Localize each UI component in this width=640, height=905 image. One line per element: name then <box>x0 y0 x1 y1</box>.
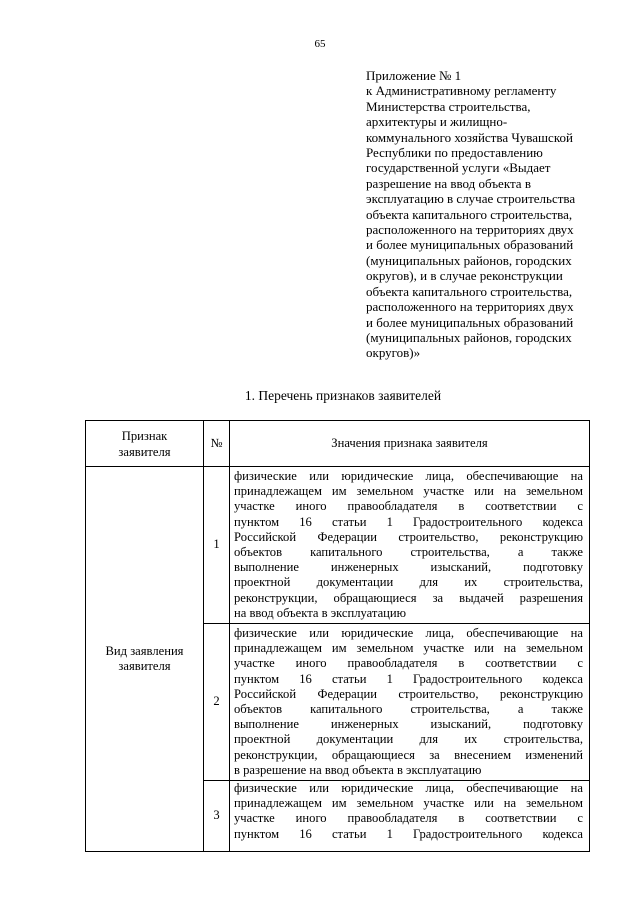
header-feature-line: заявителя <box>118 444 171 459</box>
appendix-line: округов)» <box>366 345 421 361</box>
header-number: № <box>204 421 230 467</box>
value-line: объектов капитального строительства, а также <box>234 702 583 716</box>
appendix-line: коммунального хозяйства Чувашской <box>366 129 573 145</box>
appendix-line: разрешение на ввод объекта в <box>366 175 531 191</box>
appendix-line: и более муниципальных образований <box>366 237 574 253</box>
header-feature <box>86 421 204 467</box>
appendix-line: Республики по предоставлению <box>366 145 543 161</box>
value-line: физические или юридические лица, обеспечивающие на <box>234 625 583 640</box>
value-line: принадлежащем им земельном участке или на земельном <box>234 641 583 656</box>
value-line: выполнение инженерных изысканий, подготовку <box>234 717 583 732</box>
appendix-line: (муниципальных районов, городских <box>366 252 572 268</box>
value-line: реконструкции, обращающиеся за выдачей разрешения <box>234 590 583 605</box>
appendix-line: Министерства строительства, <box>366 98 531 114</box>
value-line: пунктом 16 статьи 1 Градостроительного кодекса <box>234 826 583 841</box>
appendix-line: к Административному регламенту <box>366 83 557 99</box>
table-header-row <box>86 421 590 467</box>
row-number: 1 <box>204 467 230 624</box>
table-row <box>86 467 590 624</box>
appendix-line: (муниципальных районов, городских <box>366 329 572 345</box>
value-line: физические или юридические лица, обеспечивающие на <box>234 468 583 483</box>
value-line: пунктом 16 статьи 1 Градостроительного кодекса <box>234 671 583 686</box>
appendix-line: государственной услуги «Выдает <box>366 160 551 176</box>
value-line: пунктом 16 статьи 1 Градостроительного кодекса <box>234 514 583 529</box>
value-line: Российской Федерации строительство, реконструкцию <box>234 529 583 544</box>
value-line: проектной документации для их строительства, <box>234 732 583 747</box>
appendix-line: объекта капитального строительства, <box>366 283 573 299</box>
value-line: физические или юридические лица, обеспечивающие на <box>234 781 583 795</box>
value-line: выполнение инженерных изысканий, подготовку <box>234 560 583 575</box>
value-line: объектов капитального строительства, а также <box>234 545 583 559</box>
value-line: участке иного правообладателя в соответствии с <box>234 811 583 826</box>
appendix-line: объекта капитального строительства, <box>366 206 573 222</box>
appendix-line: Приложение № 1 <box>366 68 462 83</box>
value-line: реконструкции, обращающиеся за внесением изменений <box>234 747 583 762</box>
value-line: принадлежащем им земельном участке или на земельном <box>234 796 583 811</box>
feature-line: заявителя <box>118 659 171 673</box>
value-line: участке иного правообладателя в соответствии с <box>234 499 583 514</box>
value-line: на ввод объекта в эксплуатацию <box>234 605 407 620</box>
page-number: 65 <box>314 38 326 50</box>
value-cell <box>230 624 590 781</box>
appendix-line: округов), и в случае реконструкции <box>366 268 563 284</box>
appendix-line: архитектуры и жилищно- <box>366 114 508 130</box>
feature-line: Вид заявления <box>105 643 184 658</box>
row-number: 2 <box>204 624 230 781</box>
appendix-line: эксплуатацию в случае строительства <box>366 191 576 207</box>
value-line: участке иного правообладателя в соответствии с <box>234 656 583 671</box>
header-values: Значения признака заявителя <box>230 421 590 467</box>
appendix-heading <box>366 68 598 361</box>
value-line: Российской Федерации строительство, реконструкцию <box>234 686 583 701</box>
section-title: 1. Перечень признаков заявителей <box>244 388 442 403</box>
applicant-features-table <box>85 420 590 852</box>
appendix-line: расположенного на территориях двух <box>366 222 574 238</box>
feature-cell <box>86 467 204 852</box>
appendix-line: расположенного на территориях двух <box>366 299 574 315</box>
appendix-line: и более муниципальных образований <box>366 314 574 330</box>
value-line: в разрешение на ввод объекта в эксплуатацию <box>234 762 482 777</box>
value-line: проектной документации для их строительства, <box>234 575 583 590</box>
value-cell <box>230 781 590 852</box>
value-line: принадлежащем им земельном участке или на земельном <box>234 484 583 499</box>
value-cell <box>230 467 590 624</box>
header-feature-line: Признак <box>121 428 168 443</box>
row-number: 3 <box>204 781 230 852</box>
